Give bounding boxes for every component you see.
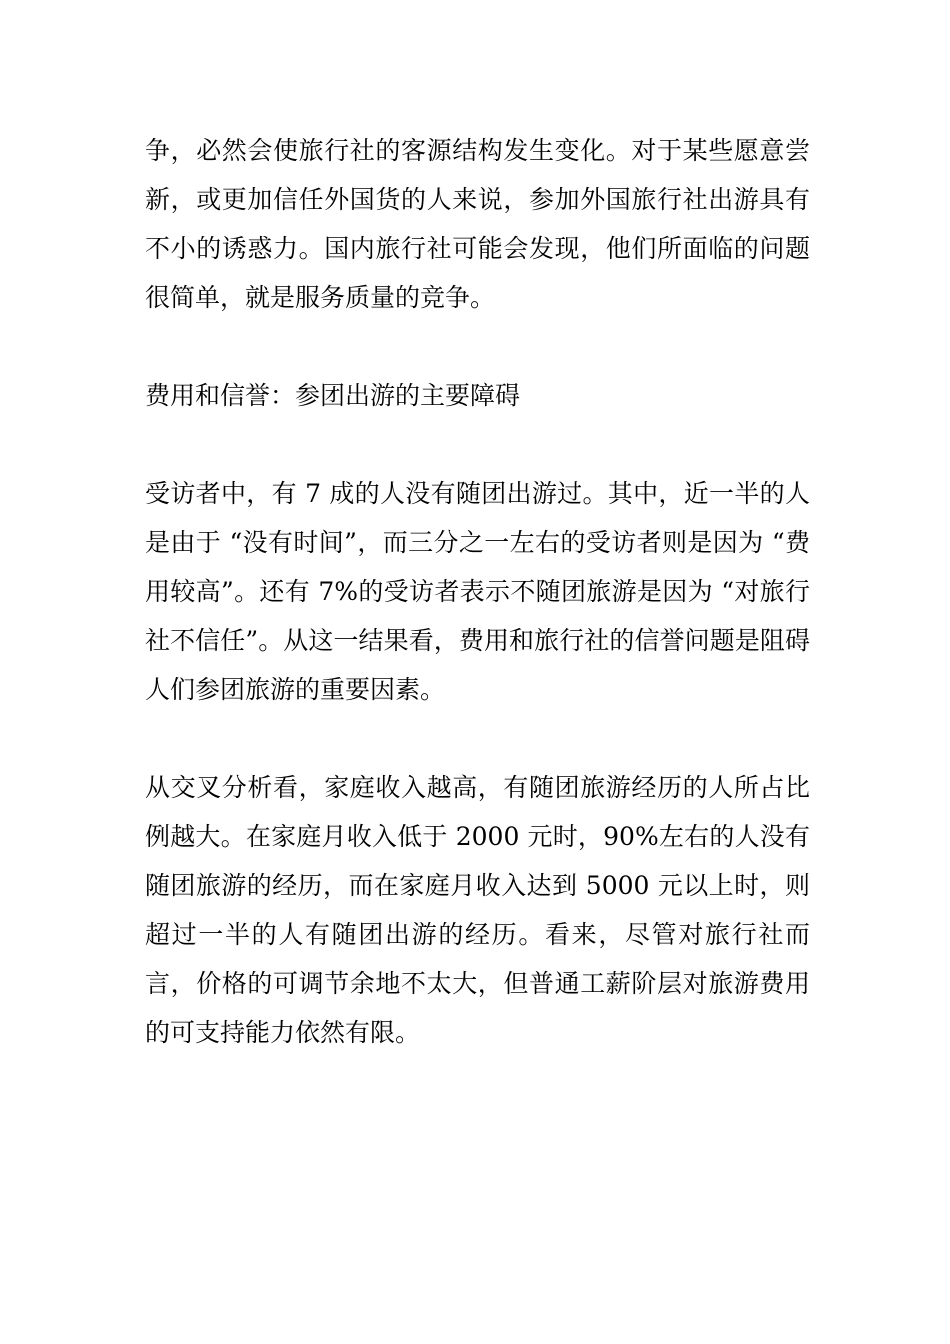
body-paragraph: 从交叉分析看，家庭收入越高，有随团旅游经历的人所占比例越大。在家庭月收入低于 2000 元时，90%左右的人没有随团旅游的经历，而在家庭月收入达到 5000 元以上时，则超过一半的人有随团出游的经历。看来，尽管对旅行社而言，价格的可调节余地不太大，但普通工薪阶层对旅游费用的可支持能力依然有限。: [145, 773, 810, 1047]
section-heading: 费用和信誉：参团出游的主要障碍: [145, 381, 521, 410]
body-paragraph: 争，必然会使旅行社的客源结构发生变化。对于某些愿意尝新，或更加信任外国货的人来说，参加外国旅行社出游具有不小的诱惑力。国内旅行社可能会发现，他们所面临的问题很简单，就是服务质量的竞争。: [145, 136, 810, 312]
document-body: [145, 126, 810, 1057]
body-paragraph: 受访者中，有 7 成的人没有随团出游过。其中，近一半的人是由于 “没有时间”，而三分之一左右的受访者则是因为 “费用较高”。还有 7%的受访者表示不随团旅游是因为 “对旅行社不信任”。从这一结果看，费用和旅行社的信誉问题是阻碍人们参团旅游的重要因素。: [145, 479, 810, 704]
